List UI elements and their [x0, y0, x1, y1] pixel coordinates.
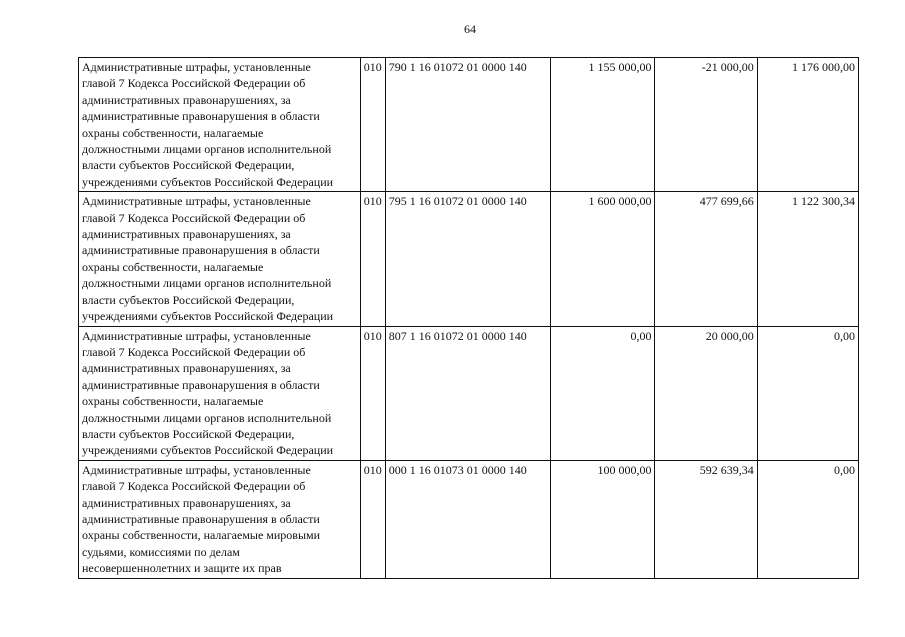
row-name-line: учреждениями субъектов Российской Федерации	[82, 309, 334, 324]
row-name-line: Административные штрафы, установленные	[82, 60, 311, 74]
row-name-cell	[79, 58, 361, 192]
row-name-line: административные правонарушения в области	[82, 377, 320, 392]
row-value3-cell: 0,00	[757, 326, 858, 460]
row-name-line: административных правонарушениях, за	[82, 227, 291, 242]
row-value3-cell: 1 176 000,00	[757, 58, 858, 192]
row-name-line: Административные штрафы, установленные	[82, 462, 311, 477]
row-value2-cell: 20 000,00	[655, 326, 757, 460]
row-name-line: должностными лицами органов исполнительной	[82, 410, 332, 425]
row-kbk-cell: 795 1 16 01072 01 0000 140	[385, 192, 550, 326]
row-name-line: главой 7 Кодекса Российской Федерации об	[82, 210, 306, 225]
row-name-line: должностными лицами органов исполнительной	[82, 142, 332, 157]
row-name-line: административных правонарушениях, за	[82, 92, 291, 107]
row-value2-cell: 592 639,34	[655, 460, 757, 578]
row-value1-cell: 0,00	[551, 326, 655, 460]
row-name-line: административные правонарушения в области	[82, 109, 320, 124]
row-name-line: судьями, комиссиями по делам	[82, 544, 240, 559]
table-row	[79, 326, 859, 460]
row-value1-cell: 100 000,00	[551, 460, 655, 578]
row-code-cell: 010	[360, 58, 385, 192]
row-name-line: охраны собственности, налагаемые	[82, 259, 264, 274]
row-name-line: должностными лицами органов исполнительной	[82, 276, 332, 291]
row-name-line: административных правонарушениях, за	[82, 495, 291, 510]
row-name-line: несовершеннолетних и защите их прав	[82, 561, 282, 576]
row-name-line: административные правонарушения в области	[82, 511, 320, 526]
row-name-cell	[79, 460, 361, 578]
row-kbk-cell: 807 1 16 01072 01 0000 140	[385, 326, 550, 460]
row-kbk-cell: 000 1 16 01073 01 0000 140	[385, 460, 550, 578]
row-value3-cell: 0,00	[757, 460, 858, 578]
budget-table	[78, 57, 859, 579]
row-value3-cell: 1 122 300,34	[757, 192, 858, 326]
row-name-cell	[79, 192, 361, 326]
row-name-line: Административные штрафы, установленные	[82, 328, 311, 343]
row-code-cell: 010	[360, 192, 385, 326]
row-name-line: главой 7 Кодекса Российской Федерации об	[82, 479, 306, 494]
table-row	[79, 460, 859, 578]
row-name-line: охраны собственности, налагаемые мировыми	[82, 528, 321, 543]
budget-table-body	[79, 58, 859, 579]
row-name-line: главой 7 Кодекса Российской Федерации об	[82, 76, 306, 91]
row-name-line: учреждениями субъектов Российской Федерации	[82, 443, 334, 458]
row-code-cell: 010	[360, 460, 385, 578]
row-name-line: Административные штрафы, установленные	[82, 194, 311, 209]
row-value2-cell: 477 699,66	[655, 192, 757, 326]
row-name-line: административные правонарушения в области	[82, 243, 320, 258]
row-value1-cell: 1 600 000,00	[551, 192, 655, 326]
row-name-line: власти субъектов Российской Федерации,	[82, 292, 295, 307]
row-value1-cell: 1 155 000,00	[551, 58, 655, 192]
row-name-line: административных правонарушениях, за	[82, 361, 291, 376]
row-name-line: главой 7 Кодекса Российской Федерации об	[82, 344, 306, 359]
row-name-line: охраны собственности, налагаемые	[82, 394, 264, 409]
row-name-cell	[79, 326, 361, 460]
table-row	[79, 192, 859, 326]
row-name-line: власти субъектов Российской Федерации,	[82, 158, 295, 173]
page-number: 64	[464, 22, 476, 36]
row-name-line: учреждениями субъектов Российской Федерации	[82, 174, 334, 189]
row-value2-cell: -21 000,00	[655, 58, 757, 192]
row-code-cell: 010	[360, 326, 385, 460]
row-name-line: власти субъектов Российской Федерации,	[82, 426, 295, 441]
row-name-line: охраны собственности, налагаемые	[82, 125, 264, 140]
row-kbk-cell: 790 1 16 01072 01 0000 140	[385, 58, 550, 192]
table-row	[79, 58, 859, 192]
